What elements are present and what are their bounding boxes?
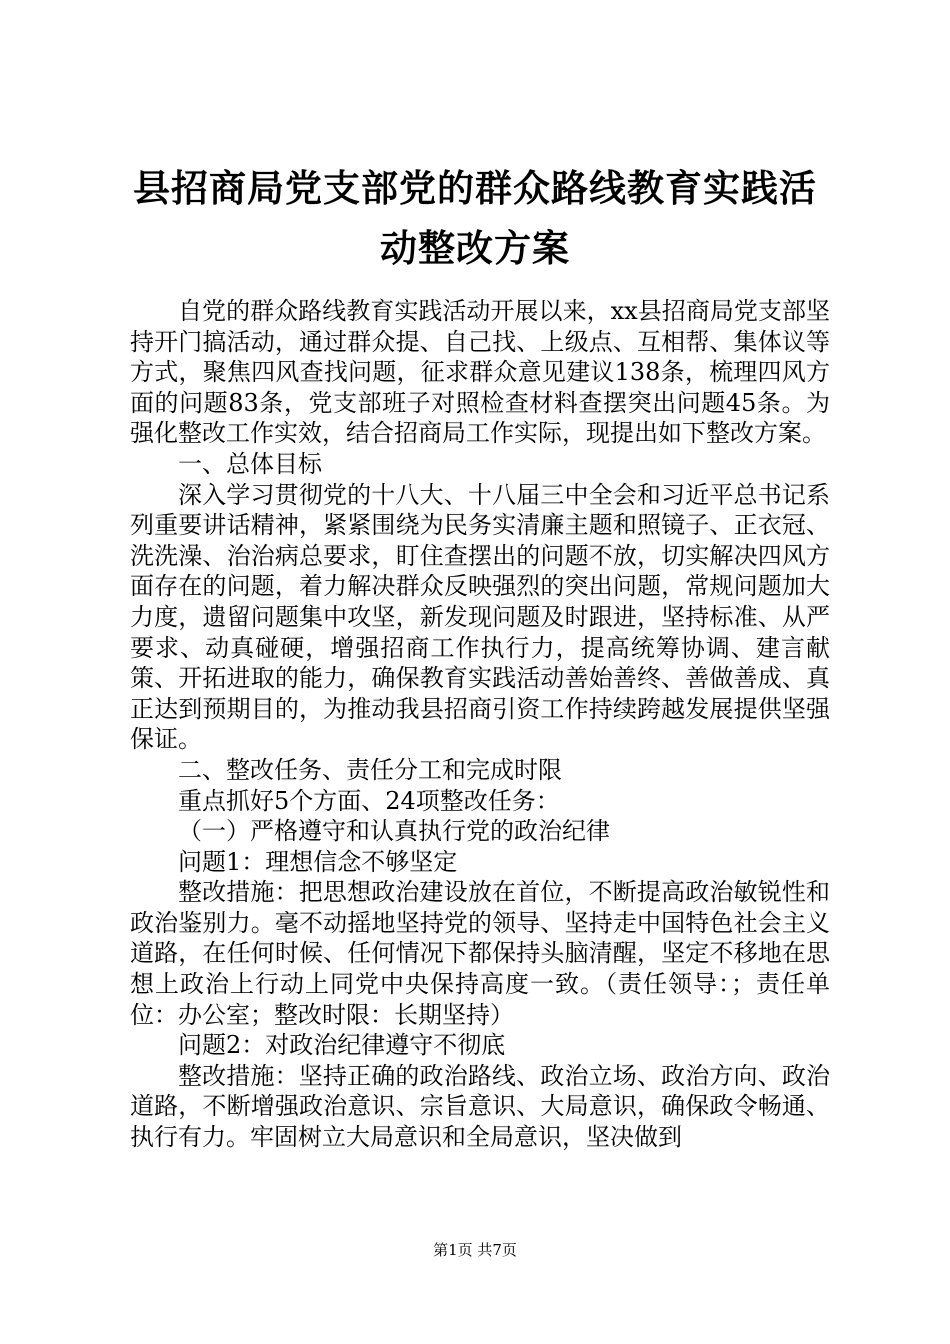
subsection-heading-political-discipline: （一）严格遵守和认真执行党的政治纪律 — [178, 817, 610, 846]
problem-2-heading: 问题2：对政治纪律遵守不彻底 — [178, 1031, 506, 1060]
section-heading-tasks: 二、整改任务、责任分工和完成时限 — [178, 755, 562, 784]
overall-goal-paragraph: 深入学习贯彻党的十八大、十八届三中全会和习近平总书记系列重要讲话精神，紧紧围绕为民务实清廉主题和照镜子、正衣冠、洗洗澡、治治病总要求，盯住查摆出的问题不放，切实解决四风方面存在的问题，着力解决群众反映强烈的突出问题，常规问题加大力度，遗留问题集中攻坚，新发现问题及时跟进，坚持标准、从严要求、动真碰硬，增强招商工作执行力，提高统筹协调、建言献策、开拓进取的能力，确保教育实践活动善始善终、善做善成、真正达到预期目的，为推动我县招商引资工作持续跨越发展提供坚强保证。 — [130, 480, 830, 754]
document-body — [130, 296, 830, 1153]
tasks-summary: 重点抓好5个方面、24项整改任务： — [178, 786, 560, 815]
problem-2-measures: 整改措施：坚持正确的政治路线、政治立场、政治方向、政治道路，不断增强政治意识、宗旨意识、大局意识，确保政令畅通、执行有力。牢固树立大局意识和全局意识，坚决做到 — [130, 1061, 830, 1152]
page-footer: 第1页 共7页 — [433, 1241, 517, 1259]
document-title: 县招商局党支部党的群众路线教育实践活动整改方案 — [133, 166, 817, 270]
problem-1-heading: 问题1：理想信念不够坚定 — [178, 847, 458, 876]
intro-paragraph: 自党的群众路线教育实践活动开展以来，xx县招商局党支部坚持开门搞活动，通过群众提、自己找、上级点、互相帮、集体议等方式，聚焦四风查找问题，征求群众意见建议138条，梳理四风方面的问题83条，党支部班子对照检查材料查摆突出问题45条。为强化整改工作实效，结合招商局工作实际，现提出如下整改方案。 — [130, 297, 830, 448]
section-heading-overall-goal: 一、总体目标 — [178, 449, 322, 478]
problem-1-measures: 整改措施：把思想政治建设放在首位，不断提高政治敏锐性和政治鉴别力。毫不动摇地坚持党的领导、坚持走中国特色社会主义道路，在任何时候、任何情况下都保持头脑清醒，坚定不移地在思想上政治上行动上同党中央保持高度一致。（责任领导：；责任单位：办公室；整改时限：长期坚持） — [130, 878, 830, 1029]
